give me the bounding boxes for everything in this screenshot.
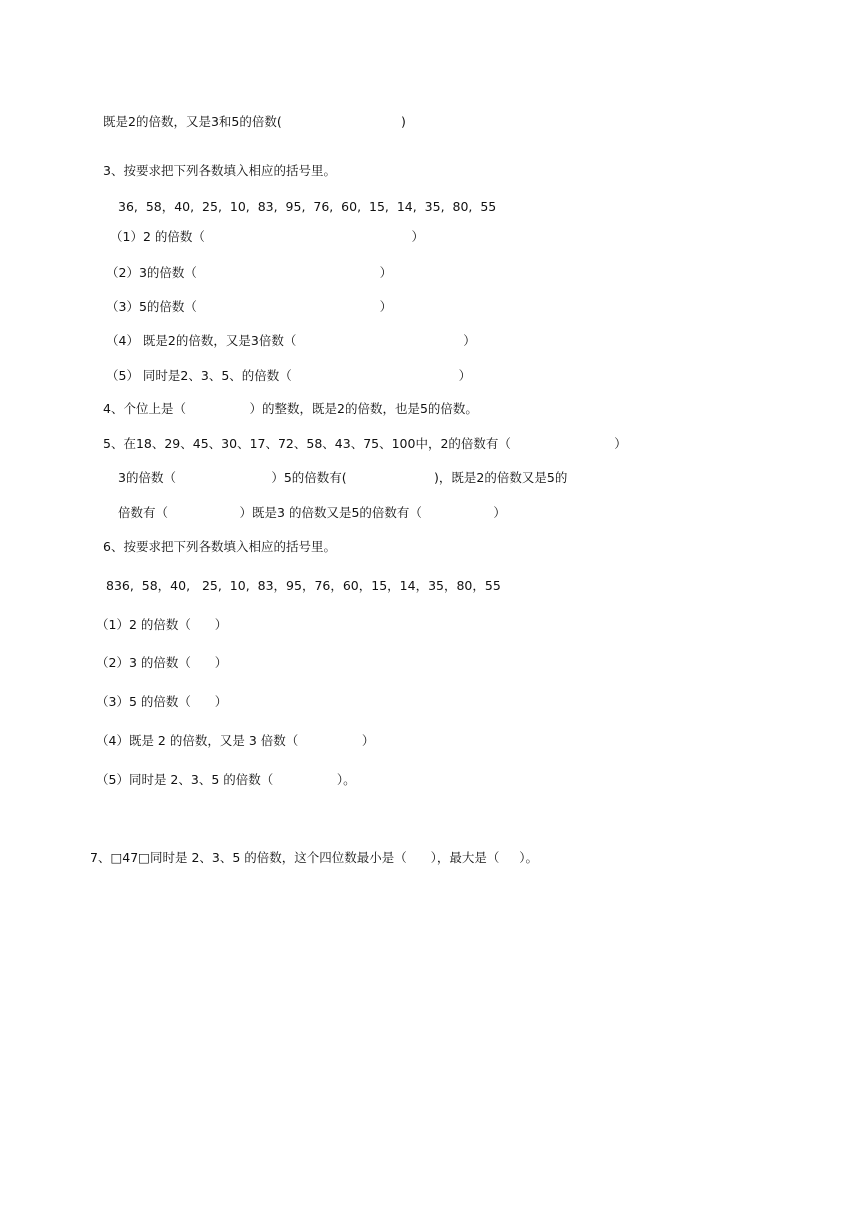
question-6-item-2: （2）3 的倍数（ ） <box>96 655 228 670</box>
question-6-item-4: （4）既是 2 的倍数，又是 3 倍数（ ） <box>96 733 375 748</box>
question-6-heading: 6、按要求把下列各数填入相应的括号里。 <box>103 539 336 554</box>
question-6-number-list: 836, 58，40, 25, 10, 83，95，76，60，15，14，35，80，55 <box>106 578 501 593</box>
question-3-item-3: （3）5的倍数（ ） <box>106 299 393 314</box>
question-3-item-4: （4） 既是2的倍数，又是3倍数（ ） <box>106 333 476 348</box>
question-4: 4、个位上是（ ）的整数，既是2的倍数，也是5的倍数。 <box>103 401 478 416</box>
question-3-item-5: （5） 同时是2、3、5、的倍数（ ） <box>106 368 472 383</box>
question-6-item-1: （1）2 的倍数（ ） <box>96 617 228 632</box>
question-3-number-list: 36, 58，40, 25, 10, 83, 95, 76, 60, 15, 14, 35, 80, 55 <box>118 199 497 214</box>
question-6-item-3: （3）5 的倍数（ ） <box>96 694 228 709</box>
question-5-line-3: 倍数有（ ）既是3 的倍数又是5的倍数有（ ） <box>118 505 506 520</box>
question-7: 7、□47□同时是 2、3、5 的倍数，这个四位数最小是（ ），最大是（ ）。 <box>90 850 538 865</box>
question-3-heading: 3、按要求把下列各数填入相应的括号里。 <box>103 163 336 178</box>
question-5-line-1: 5、在18、29、45、30、17、72、58、43、75、100中，2的倍数有（ ） <box>103 436 627 451</box>
question-6-item-5: （5）同时是 2、3、5 的倍数（ ）。 <box>96 772 356 787</box>
question-5-line-2: 3的倍数（ ）5的倍数有( )，既是2的倍数又是5的 <box>118 470 568 485</box>
question-2-last-item: 既是2的倍数，又是3和5的倍数( ) <box>103 114 406 129</box>
question-3-item-2: （2）3的倍数（ ） <box>106 265 393 280</box>
question-3-item-1: （1）2 的倍数（ ） <box>110 229 424 244</box>
